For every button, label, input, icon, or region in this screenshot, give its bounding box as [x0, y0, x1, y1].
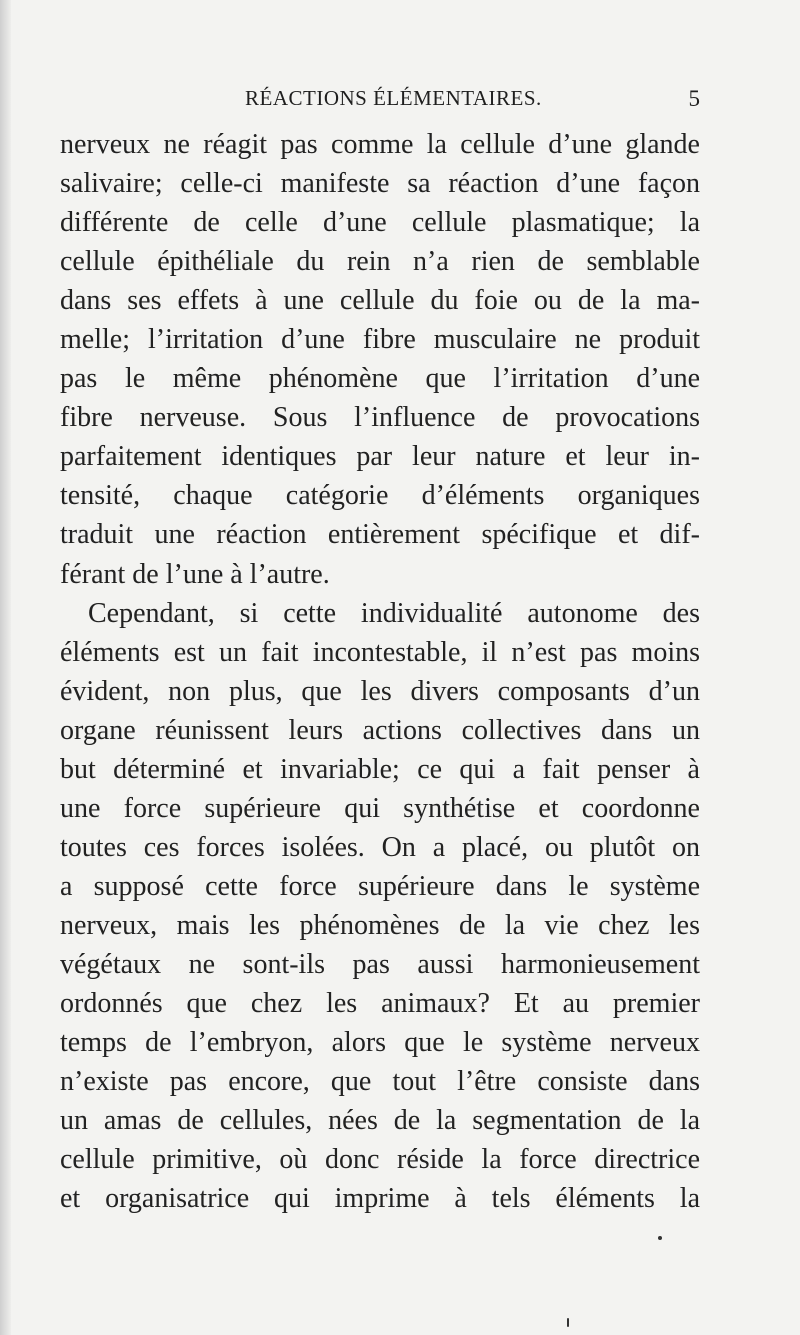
- text-line: tensité, chaque catégorie d’éléments organiques: [60, 480, 700, 512]
- text-line: Cependant, si cette individualité autonome des: [88, 597, 700, 629]
- text-line: ordonnés que chez les animaux? Et au premier: [60, 988, 700, 1020]
- text-line: fibre nerveuse. Sous l’influence de provocations: [60, 402, 700, 434]
- text-line: melle; l’irritation d’une fibre musculaire ne produit: [60, 324, 700, 356]
- text-line: a supposé cette force supérieure dans le système: [60, 870, 700, 902]
- text-line: férant de l’une à l’autre.: [60, 558, 330, 590]
- text-line: végétaux ne sont-ils pas aussi harmonieusement: [60, 948, 700, 980]
- text-line: parfaitement identiques par leur nature et leur in-: [60, 441, 700, 473]
- text-line: nerveux, mais les phénomènes de la vie chez les: [60, 909, 700, 941]
- text-line: n’existe pas encore, que tout l’être consiste dans: [60, 1066, 700, 1098]
- ink-speck: [658, 1236, 662, 1240]
- text-line: différente de celle d’une cellule plasmatique; la: [60, 207, 700, 239]
- page-gutter-shadow: [0, 0, 11, 1335]
- text-line: et organisatrice qui imprime à tels éléments la: [60, 1183, 700, 1215]
- page-number: 5: [688, 86, 700, 111]
- text-line: cellule primitive, où donc réside la force directrice: [60, 1144, 700, 1176]
- running-header: [60, 86, 700, 116]
- text-line: un amas de cellules, nées de la segmentation de la: [60, 1105, 700, 1137]
- text-line: évident, non plus, que les divers composants d’un: [60, 675, 700, 707]
- text-line: organe réunissent leurs actions collectives dans un: [60, 714, 700, 746]
- text-line: but déterminé et invariable; ce qui a fait penser à: [60, 753, 700, 785]
- body-text: [60, 125, 700, 1218]
- text-line: éléments est un fait incontestable, il n’est pas moins: [60, 636, 700, 668]
- text-line: traduit une réaction entièrement spécifique et dif-: [60, 519, 700, 551]
- text-line: une force supérieure qui synthétise et coordonne: [60, 792, 700, 824]
- ink-speck: [567, 1318, 569, 1327]
- text-line: nerveux ne réagit pas comme la cellule d’une glande: [60, 129, 700, 160]
- running-title: RÉACTIONS ÉLÉMENTAIRES.: [245, 86, 542, 110]
- text-line: salivaire; celle-ci manifeste sa réaction d’une façon: [60, 168, 700, 200]
- text-line: temps de l’embryon, alors que le système nerveux: [60, 1027, 700, 1059]
- text-line: cellule épithéliale du rein n’a rien de semblable: [60, 246, 700, 278]
- text-line: pas le même phénomène que l’irritation d’une: [60, 363, 700, 395]
- text-line: toutes ces forces isolées. On a placé, ou plutôt on: [60, 831, 700, 863]
- text-line: dans ses effets à une cellule du foie ou de la ma-: [60, 285, 700, 317]
